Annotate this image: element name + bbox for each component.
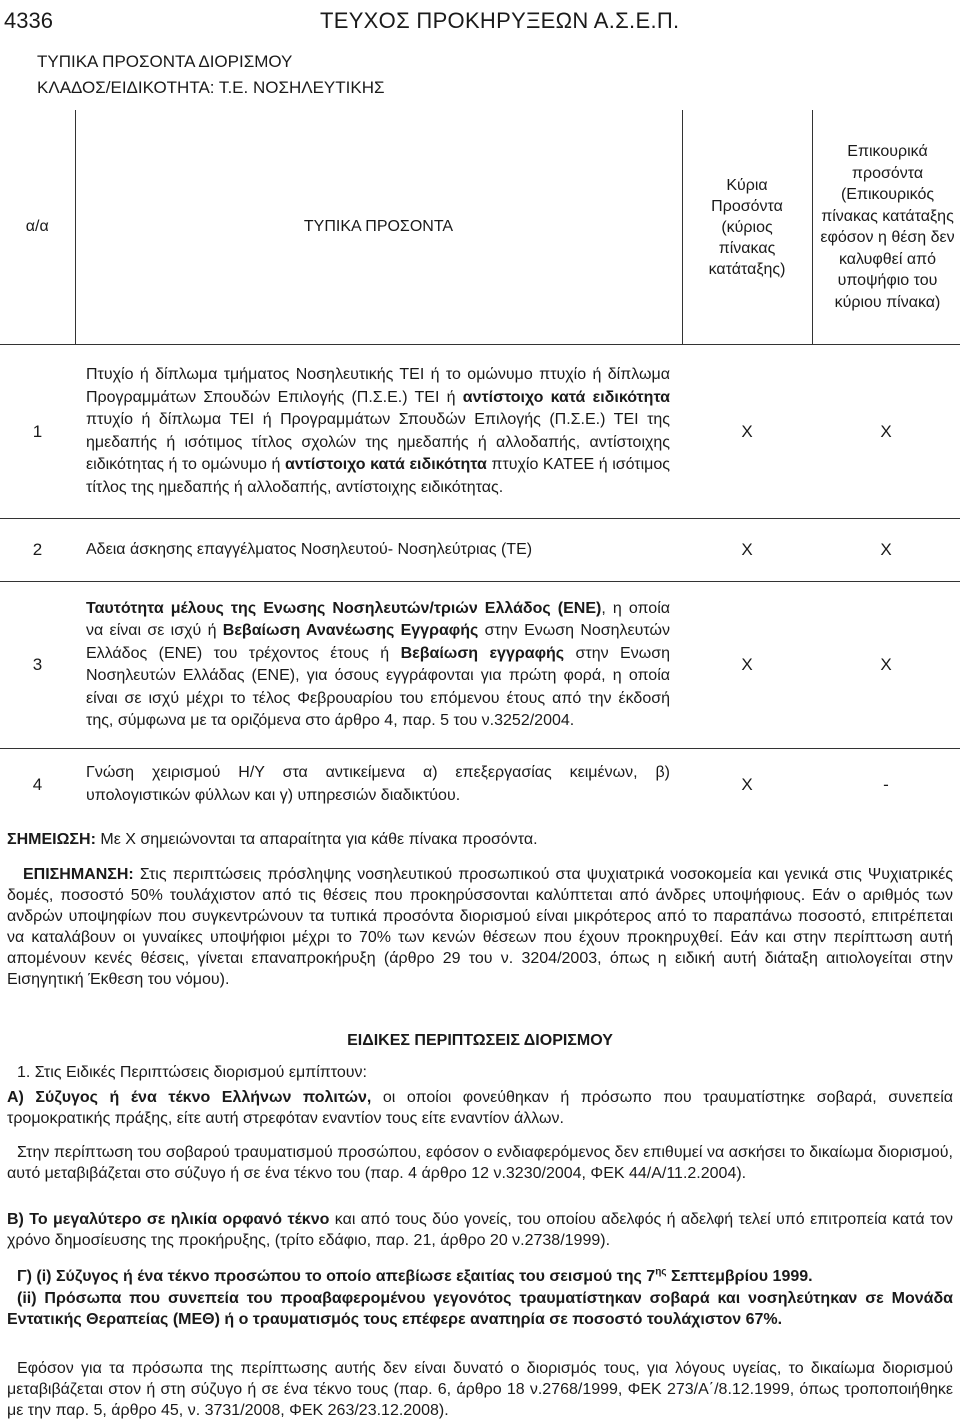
special-cases-heading: [7, 1030, 953, 1051]
section-title: ΤΥΠΙΚΑ ΠΡΟΣΟΝΤΑ ΔΙΟΡΙΣΜΟΥ: [37, 52, 293, 71]
case-a-paragraph: [7, 1087, 953, 1129]
row-aux-mark: Χ: [880, 540, 892, 559]
text-run: Αδεια άσκησης επαγγέλματος Νοσηλευτού- Νοσηλεύτριας (ΤΕ): [86, 540, 533, 558]
row-description: [75, 582, 682, 749]
table-row: [0, 582, 960, 749]
row-aux-mark: -: [883, 774, 889, 794]
note-paragraph: [7, 829, 953, 850]
special-intro: 1. Στις Ειδικές Περιπτώσεις διορισμού εμπίπτουν:: [17, 1064, 367, 1081]
row-number: 4: [32, 774, 43, 794]
header-main: [682, 110, 812, 345]
case-c2-text: (ii) Πρόσωπα που συνεπεία του προαβαφερομένου γεγονότος τραυματίστηκαν σοβαρά και νοσηλεύτηκαν σε Μονάδα Εντατικής Θεραπείας (ΜΕΘ) ή ο τραυματισμός τους επέφερε αναπηρία σε ποσοστό τουλάχιστον 67%.: [7, 1290, 953, 1328]
row-number: 3: [32, 655, 43, 674]
text-run: πτυχίο ή δίπλωμα ΤΕΙ ή Προγραμμάτων Σπουδών Επιλογής (Π.Σ.Ε.) ΤΕΙ της ημεδαπής ή ισότιμος τίτλος σχολών της ημεδαπής ή αλλοδαπής, αντίστοιχης ειδικότητας ή το ομώνυμο ή: [86, 411, 670, 473]
text-run: στην Ενωση Νοσηλευτών Ελλάδας (ΕΝΕ), για όσους εγγράφονται για πρώτη φορά, η οποία είναι σε ισχύ μέχρι το τέλος Φεβρουαρίου του επόμενου έτους από την έκδοσή της, σύμφωνα με τα οριζόμενα στο άρθρο 4, παρ. 5 του ν.3252/2004.: [86, 644, 670, 729]
case-c-superscript: ης: [655, 1267, 667, 1278]
row-aux-mark: Χ: [880, 421, 892, 441]
row-number: 1: [32, 421, 43, 441]
row-aux-mark: Χ: [880, 655, 892, 674]
row-main-mark: Χ: [741, 540, 753, 559]
header-aux-label: Επικουρικά προσόντα (Επικουρικός πίνακας κατάταξης εφόσον η θέση δεν καλυφθεί από υποψήφιο του κύριου πίνακα): [820, 143, 955, 311]
case-c-text-a: Γ) (i) Σύζυγος ή ένα τέκνο προσώπου το οποίο απεβίωσε εξαιτίας του σεισμού της 7: [17, 1268, 656, 1286]
special-heading-text: ΕΙΔΙΚΕΣ ΠΕΡΙΠΤΩΣΕΙΣ ΔΙΟΡΙΣΜΟΥ: [347, 1032, 613, 1049]
bold-run: Βεβαίωση εγγραφής: [400, 644, 565, 662]
row-description: [75, 749, 682, 821]
table-row: [0, 345, 960, 519]
note-text: Με Χ σημειώνονται τα απαραίτητα για κάθε πίνακα προσόντα.: [95, 831, 538, 848]
table-row: [0, 749, 960, 821]
final-text: Εφόσον για τα πρόσωπα της περίπτωσης αυτής δεν είναι δυνατό ο διορισμός τους, για λόγους υγείας, το δικαίωμα διορισμού μεταβιβάζεται στον ή στη σύζυγο ή σε ένα τέκνο τους (παρ. 6, άρθρο 18 ν.2768/1999, ΦΕΚ 273/Α΄/8.12.1999, όπως τροποποιήθηκε με την παρ. 5, άρθρο 45, ν. 3731/2008, ΦΕΚ 263/23.12.2008).: [7, 1360, 953, 1419]
bold-run: Βεβαίωση Ανανέωσης Εγγραφής: [222, 622, 479, 639]
bold-run: αντίστοιχο κατά ειδικότητα: [462, 388, 670, 406]
case-a-followup: [7, 1142, 953, 1184]
case-a-followup-text: Στην περίπτωση του σοβαρού τραυματισμού προσώπου, εφόσον ο ενδιαφερόμενος δεν επιθυμεί να ασκήσει το δικαίωμα διορισμού, αυτό μεταβιβάζεται στο σύζυγο ή σε ένα τέκνο του (παρ. 4 άρθρο 12 ν.3230/2004, ΦΕΚ 44/Α/11.2.2004).: [7, 1144, 953, 1182]
case-c-paragraph: [7, 1262, 953, 1287]
section-subtitle: ΚΛΑΔΟΣ/ΕΙΔΙΚΟΤΗΤΑ: Τ.Ε. ΝΟΣΗΛΕΥΤΙΚΗΣ: [37, 78, 385, 97]
text-run: Πτυχίο ή δίπλωμα τμήματος Νοσηλευτικής ΤΕΙ ή το ομώνυμο πτυχίο ή δίπλωμα Προγραμμάτων Σπουδών Επιλογής (Π.Σ.Ε.) ΤΕΙ ή: [86, 366, 670, 406]
header-aux: [812, 110, 960, 345]
header-main-label: Κύρια Προσόντα (κύριος πίνακας κατάταξης): [708, 176, 786, 278]
case-a-label: Α) Σύζυγος ή ένα τέκνο Ελλήνων πολιτών,: [7, 1089, 372, 1106]
final-paragraph: [7, 1358, 953, 1421]
case-c-text-b: Σεπτεμβρίου 1999.: [666, 1268, 813, 1286]
case-a-text: οι οποίοι φονεύθηκαν ή πρόσωπο που τραυματίστηκε σοβαρά, συνεπεία τρομοκρατικής πράξης, είτε αυτή στρεφόταν εναντίον τους είτε εναντίον άλλων.: [7, 1089, 954, 1127]
table-row: [0, 519, 960, 582]
header-aa: α/α: [0, 110, 75, 345]
case-c2-paragraph: [7, 1288, 953, 1330]
text-run: , η οποία να είναι σε ισχύ ή: [86, 599, 671, 639]
running-title: ΤΕΥΧΟΣ ΠΡΟΚΗΡΥΞΕΩΝ Α.Σ.Ε.Π.: [320, 8, 680, 33]
remark-text: Στις περιπτώσεις πρόσληψης νοσηλευτικού προσωπικού στα ψυχιατρικά νοσοκομεία και γενικά στις Ψυχιατρικές δομές, ποσοστό 50% τουλάχιστον από τις θέσεις που προκηρύσσονται καλύπτεται από άνδρες υποψήφιους. Εάν ο αριθμός των ανδρών υποψηφίων που συγκεντρώνουν τα τυπικά προσόντα διορισμού είναι μικρότερος από το παραπάνω ποσοστό, επιτρέπεται να καταλάβουν οι γυναίκες υποψήφιοι μέχρι το 70% των κενών θέσεων που έχουν προκηρυχθεί. Εάν και στην περίπτωση αυτή απομένουν κενές θέσεις, γίνεται επαναπροκήρυξη (άρθρο 29 του ν. 3204/2003, όπως η ειδική αυτή διάταξη αιτιολογείται στην Εισηγητική Έκθεση του νόμου).: [7, 866, 953, 988]
table-header-row: [0, 110, 960, 345]
case-b-label: Β) Το μεγαλύτερο σε ηλικία ορφανό τέκνο: [7, 1211, 330, 1228]
page-number: 4336: [4, 8, 53, 33]
bold-run: Ταυτότητα μέλους της Ενωσης Νοσηλευτών/τριών Ελλάδος (ΕΝΕ): [86, 599, 602, 617]
row-main-mark: Χ: [741, 655, 753, 674]
qualifications-table: [0, 110, 960, 821]
text-run: Γνώση χειρισμού Η/Υ στα αντικείμενα α) επεξεργασίας κειμένων, β) υπολογιστικών φύλλων και γ) υπηρεσιών διαδικτύου.: [86, 764, 670, 804]
row-main-mark: Χ: [741, 421, 753, 441]
row-number: 2: [32, 540, 43, 559]
bold-run: αντίστοιχο κατά ειδικότητα: [284, 456, 487, 473]
remark-paragraph: [7, 864, 953, 990]
row-description: [75, 345, 682, 519]
remark-label: ΕΠΙΣΗΜΑΝΣΗ:: [23, 866, 134, 883]
text-run: πτυχίο ΚΑΤΕΕ ή ισότιμος τίτλος της ημεδαπής ή αλλοδαπής, αντίστοιχης ειδικότητας.: [86, 456, 671, 496]
note-label: ΣΗΜΕΙΩΣΗ:: [7, 831, 96, 848]
text-run: στην Ενωση Νοσηλευτών Ελλάδος (ΕΝΕ) του τρέχοντος έτους ή: [86, 622, 671, 662]
case-b-text: και από τους δύο γονείς, του οποίου αδελφός ή αδελφή τελεί υπό επιτροπεία κατά τον χρόνο δημοσίευσης της προκήρυξης, (τρίτο εδάφιο, παρ. 21, άρθρο 20 ν.2738/1999).: [7, 1211, 954, 1249]
row-description: [75, 519, 682, 582]
header-qualifications: ΤΥΠΙΚΑ ΠΡΟΣΟΝΤΑ: [75, 110, 682, 345]
row-main-mark: Χ: [741, 774, 753, 794]
case-b-paragraph: [7, 1209, 953, 1251]
